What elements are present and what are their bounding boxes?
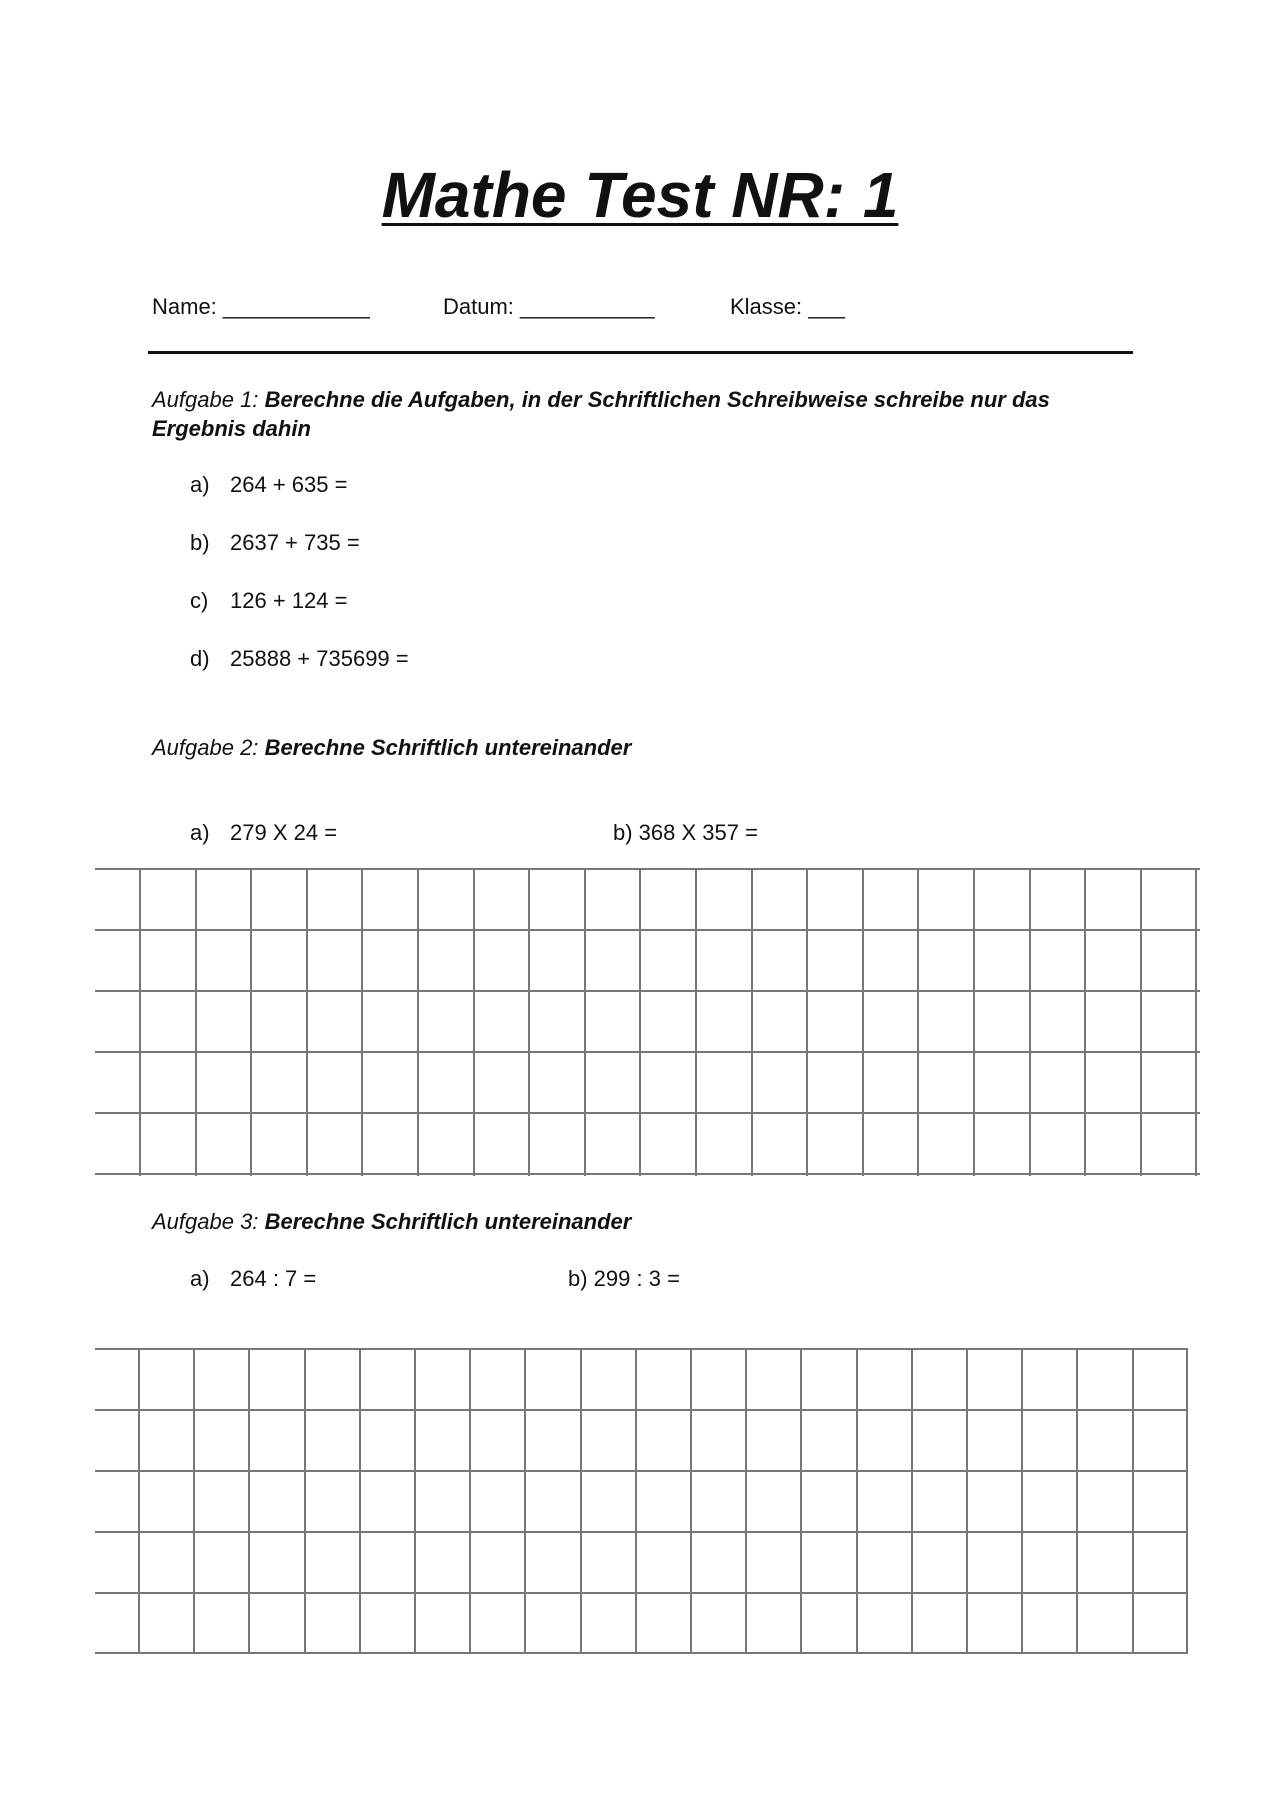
grid-line-vertical bbox=[911, 1348, 913, 1654]
grid-line-vertical bbox=[973, 868, 975, 1176]
grid-line-vertical bbox=[250, 868, 252, 1176]
grid-line-vertical bbox=[695, 868, 697, 1176]
grid-line-vertical bbox=[806, 868, 808, 1176]
datum-field[interactable]: Datum: ___________ bbox=[443, 294, 655, 319]
item-expression: 264 + 635 = bbox=[230, 472, 348, 497]
page-title: Mathe Test NR: 1 bbox=[381, 159, 899, 231]
task1-text: Berechne die Aufgaben, in der Schriftlichen Schreibweise schreibe nur das Ergebnis dahin bbox=[152, 387, 1050, 441]
grid-line-horizontal bbox=[95, 1348, 1188, 1350]
task3-heading bbox=[152, 1207, 1102, 1236]
grid-line-vertical bbox=[1186, 1348, 1188, 1654]
task1-item-d bbox=[190, 646, 409, 672]
task1-item-a bbox=[190, 472, 347, 498]
grid-line-vertical bbox=[469, 1348, 471, 1654]
task3-text: Berechne Schriftlich untereinander bbox=[264, 1209, 632, 1234]
task2-item-a bbox=[190, 820, 337, 846]
grid-line-horizontal bbox=[95, 1531, 1188, 1533]
grid-line-vertical bbox=[1029, 868, 1031, 1176]
grid-line-vertical bbox=[195, 868, 197, 1176]
grid-line-vertical bbox=[917, 868, 919, 1176]
klasse-field[interactable]: Klasse: ___ bbox=[730, 294, 845, 319]
task3-label: Aufgabe 3: bbox=[152, 1209, 259, 1234]
item-expression: 279 X 24 = bbox=[230, 820, 338, 845]
grid-line-vertical bbox=[1021, 1348, 1023, 1654]
grid-line-horizontal bbox=[95, 1173, 1200, 1175]
grid-line-horizontal bbox=[95, 1470, 1188, 1472]
item-letter: c) bbox=[190, 588, 209, 613]
task3-item-b: b) 299 : 3 = bbox=[568, 1266, 680, 1291]
grid-line-vertical bbox=[800, 1348, 802, 1654]
item-letter: b) bbox=[190, 530, 210, 555]
grid-line-horizontal bbox=[95, 1409, 1188, 1411]
task1-item-b bbox=[190, 530, 360, 556]
grid-line-vertical bbox=[524, 1348, 526, 1654]
grid-line-vertical bbox=[359, 1348, 361, 1654]
grid-line-vertical bbox=[248, 1348, 250, 1654]
grid-line-horizontal bbox=[95, 1592, 1188, 1594]
grid-line-vertical bbox=[138, 1348, 140, 1654]
grid-line-vertical bbox=[304, 1348, 306, 1654]
task2-heading bbox=[152, 733, 1102, 762]
task1-label: Aufgabe 1: bbox=[152, 387, 259, 412]
grid-line-vertical bbox=[1084, 868, 1086, 1176]
task2-text: Berechne Schriftlich untereinander bbox=[264, 735, 632, 760]
grid-line-vertical bbox=[745, 1348, 747, 1654]
grid-line-vertical bbox=[1140, 868, 1142, 1176]
grid-line-vertical bbox=[528, 868, 530, 1176]
item-letter: a) bbox=[190, 1266, 210, 1291]
task1-item-c bbox=[190, 588, 347, 614]
grid-line-vertical bbox=[635, 1348, 637, 1654]
grid-line-horizontal bbox=[95, 990, 1200, 992]
grid-line-vertical bbox=[751, 868, 753, 1176]
grid-line-vertical bbox=[361, 868, 363, 1176]
grid-line-vertical bbox=[193, 1348, 195, 1654]
task3-item-a bbox=[190, 1266, 316, 1292]
task2-label: Aufgabe 2: bbox=[152, 735, 259, 760]
grid-line-vertical bbox=[139, 868, 141, 1176]
grid-line-vertical bbox=[580, 1348, 582, 1654]
task2-item-b: b) 368 X 357 = bbox=[613, 820, 758, 845]
task3-answer-grid[interactable] bbox=[95, 1348, 1188, 1654]
item-expression: 25888 + 735699 = bbox=[230, 646, 409, 671]
grid-line-vertical bbox=[639, 868, 641, 1176]
grid-line-horizontal bbox=[95, 1051, 1200, 1053]
grid-line-vertical bbox=[1195, 868, 1197, 1176]
grid-line-horizontal bbox=[95, 1112, 1200, 1114]
grid-line-vertical bbox=[1076, 1348, 1078, 1654]
grid-line-vertical bbox=[473, 868, 475, 1176]
grid-line-horizontal bbox=[95, 868, 1200, 870]
grid-line-vertical bbox=[417, 868, 419, 1176]
task2-answer-grid[interactable] bbox=[95, 868, 1200, 1176]
grid-line-horizontal bbox=[95, 1652, 1188, 1654]
grid-line-vertical bbox=[306, 868, 308, 1176]
item-letter: a) bbox=[190, 820, 210, 845]
item-letter: d) bbox=[190, 646, 210, 671]
grid-line-vertical bbox=[1132, 1348, 1134, 1654]
item-expression: 264 : 7 = bbox=[230, 1266, 317, 1291]
grid-line-vertical bbox=[414, 1348, 416, 1654]
header-divider bbox=[148, 351, 1133, 354]
name-field[interactable]: Name: ____________ bbox=[152, 294, 370, 319]
grid-line-vertical bbox=[584, 868, 586, 1176]
task1-heading bbox=[152, 385, 1102, 443]
item-expression: 2637 + 735 = bbox=[230, 530, 360, 555]
item-expression: 126 + 124 = bbox=[230, 588, 348, 613]
grid-line-vertical bbox=[856, 1348, 858, 1654]
grid-line-horizontal bbox=[95, 929, 1200, 931]
grid-line-vertical bbox=[862, 868, 864, 1176]
grid-line-vertical bbox=[690, 1348, 692, 1654]
grid-line-vertical bbox=[966, 1348, 968, 1654]
item-letter: a) bbox=[190, 472, 210, 497]
